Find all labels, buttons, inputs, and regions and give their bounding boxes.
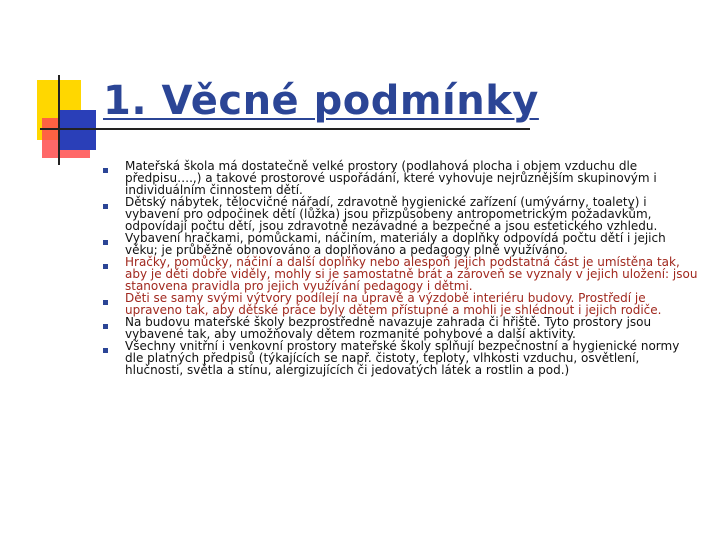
list-item-text: Děti se samy svými výtvory podílejí na úpravě a výzdobě interiéru budovy. Prostředí je upraveno tak, aby dětské práce byly dětem přístupné a mohli je shlédnout i jejich rodiče. [125, 291, 662, 317]
square-bullet-icon [103, 264, 108, 269]
list-item [103, 340, 701, 376]
square-bullet-icon [103, 324, 108, 329]
square-bullet-icon [103, 168, 108, 173]
list-item-text: Všechny vnitřní i venkovní prostory mateřské školy splňují bezpečnostní a hygienické normy dle platných předpisů (týkajících se např. čistoty, teploty, vlhkosti vzduchu, osvětlení, hlučnosti, světla a stínu, alergizujících či jedovatých látek a rostlin a pod.) [125, 339, 680, 377]
slide-title: 1. Věcné podmínky [103, 78, 539, 124]
list-item [103, 256, 701, 292]
list-item-text: Na budovu mateřské školy bezprostředně navazuje zahrada či hřiště. Tyto prostory jsou vybavené tak, aby umožňovaly dětem rozmanité pohybové a další aktivity. [125, 315, 652, 341]
list-item-text: Dětský nábytek, tělocvičné nářadí, zdravotně hygienické zařízení (umývárny, toalety) i vybavení pro odpočinek dětí (lůžka) jsou přizpůsobeny antropometrickým požadavkům, odpovídají počtu dětí, jsou zdravotně nezávadné a bezpečné a jsou estetického vzhledu. [125, 195, 658, 233]
square-bullet-icon [103, 240, 108, 245]
list-item [103, 232, 701, 256]
square-bullet-icon [103, 300, 108, 305]
list-item-text: Mateřská škola má dostatečně velké prostory (podlahová plocha i objem vzduchu dle předpisu….,) a takové prostorové uspořádání, které vyhovuje nejrůznějším skupinovým i individuálním činnostem dětí. [125, 159, 657, 197]
list-item-text: Hračky, pomůcky, náčiní a další doplňky nebo alespoň jejich podstatná část je umístěna tak, aby je děti dobře viděly, mohly si je samostatně brát a zároveň se vyznaly v jejich uložení: jsou stanovena pravidla pro jejich využívání pedagogy i dětmi. [125, 255, 698, 293]
square-bullet-icon [103, 204, 108, 209]
list-item [103, 292, 701, 316]
list-item [103, 160, 701, 196]
bullet-list [103, 160, 701, 376]
list-item [103, 316, 701, 340]
list-item-text: Vybavení hračkami, pomůckami, náčiním, materiály a doplňky odpovídá počtu dětí i jejich věku; je průběžně obnovováno a doplňováno a pedagogy plně využíváno. [125, 231, 666, 257]
decor-vertical-line [58, 75, 60, 165]
decor-blue-square [60, 110, 96, 150]
square-bullet-icon [103, 348, 108, 353]
title-underline-rule [40, 128, 530, 130]
list-item [103, 196, 701, 232]
